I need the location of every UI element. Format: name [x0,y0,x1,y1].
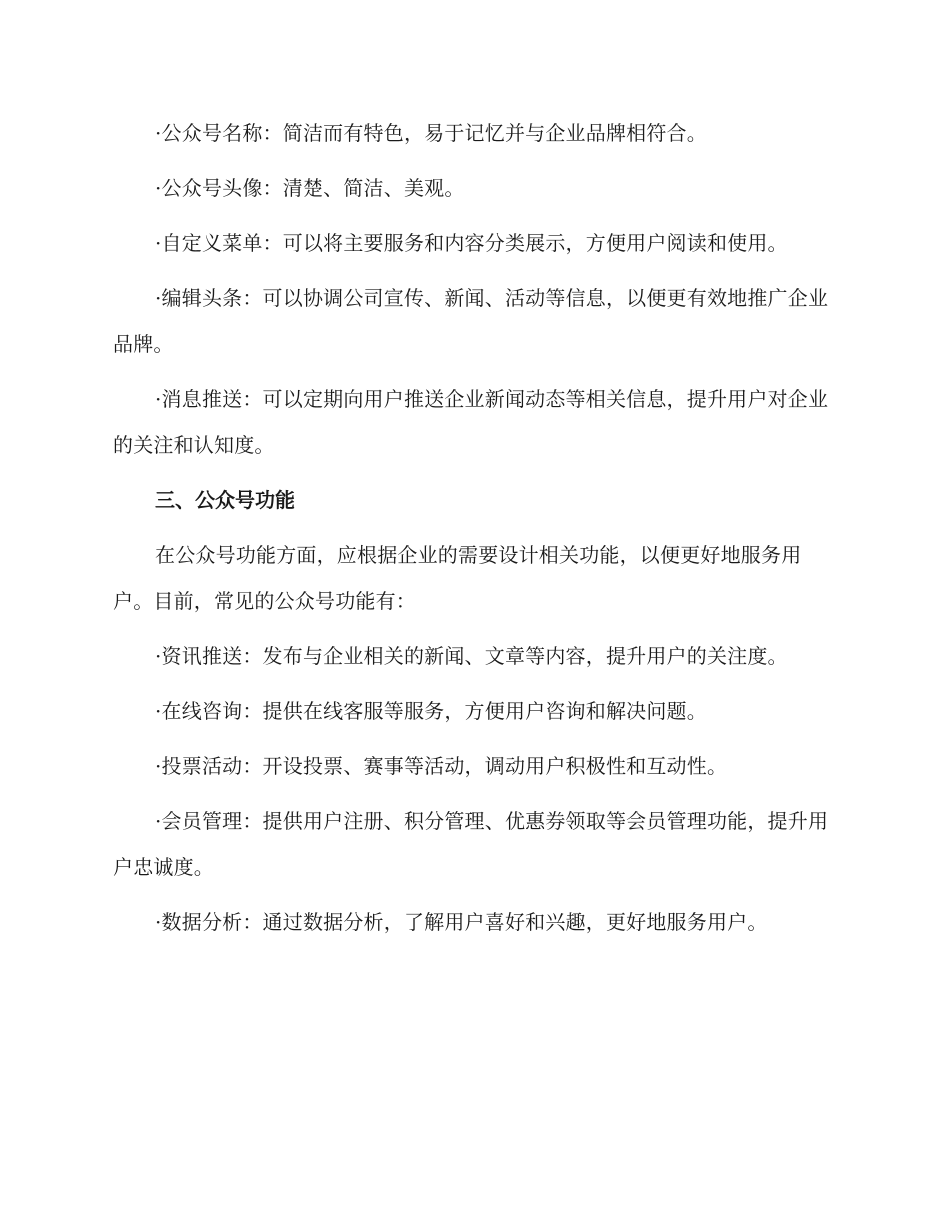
bullet-account-name: ·公众号名称：简洁而有特色，易于记忆并与企业品牌相符合。 [155,121,707,145]
bullet-account-avatar: ·公众号头像：清楚、简洁、美观。 [155,176,465,200]
bullet-online-consult: ·在线咨询：提供在线客服等服务，方便用户咨询和解决问题。 [155,699,707,723]
section-intro: 在公众号功能方面，应根据企业的需要设计相关功能，以便更好地服务用户。目前，常见的公众号功能有： [113,543,802,613]
section-heading: 三、公众号功能 [155,488,295,512]
bullet-data-analysis: ·数据分析：通过数据分析，了解用户喜好和兴趣，更好地服务用户。 [155,910,768,934]
bullet-voting-activity: ·投票活动：开设投票、赛事等活动，调动用户积极性和互动性。 [155,754,728,778]
bullet-headline-editing: ·编辑头条：可以协调公司宣传、新闻、活动等信息，以便更有效地推广企业品牌。 [113,286,829,356]
bullet-message-push: ·消息推送：可以定期向用户推送企业新闻动态等相关信息，提升用户对企业的关注和认知度。 [113,387,829,457]
bullet-news-push: ·资讯推送：发布与企业相关的新闻、文章等内容，提升用户的关注度。 [155,644,788,668]
bullet-custom-menu: ·自定义菜单：可以将主要服务和内容分类展示，方便用户阅读和使用。 [155,231,788,255]
document-body [113,110,833,954]
bullet-member-management: ·会员管理：提供用户注册、积分管理、优惠券领取等会员管理功能，提升用户忠诚度。 [113,809,829,879]
